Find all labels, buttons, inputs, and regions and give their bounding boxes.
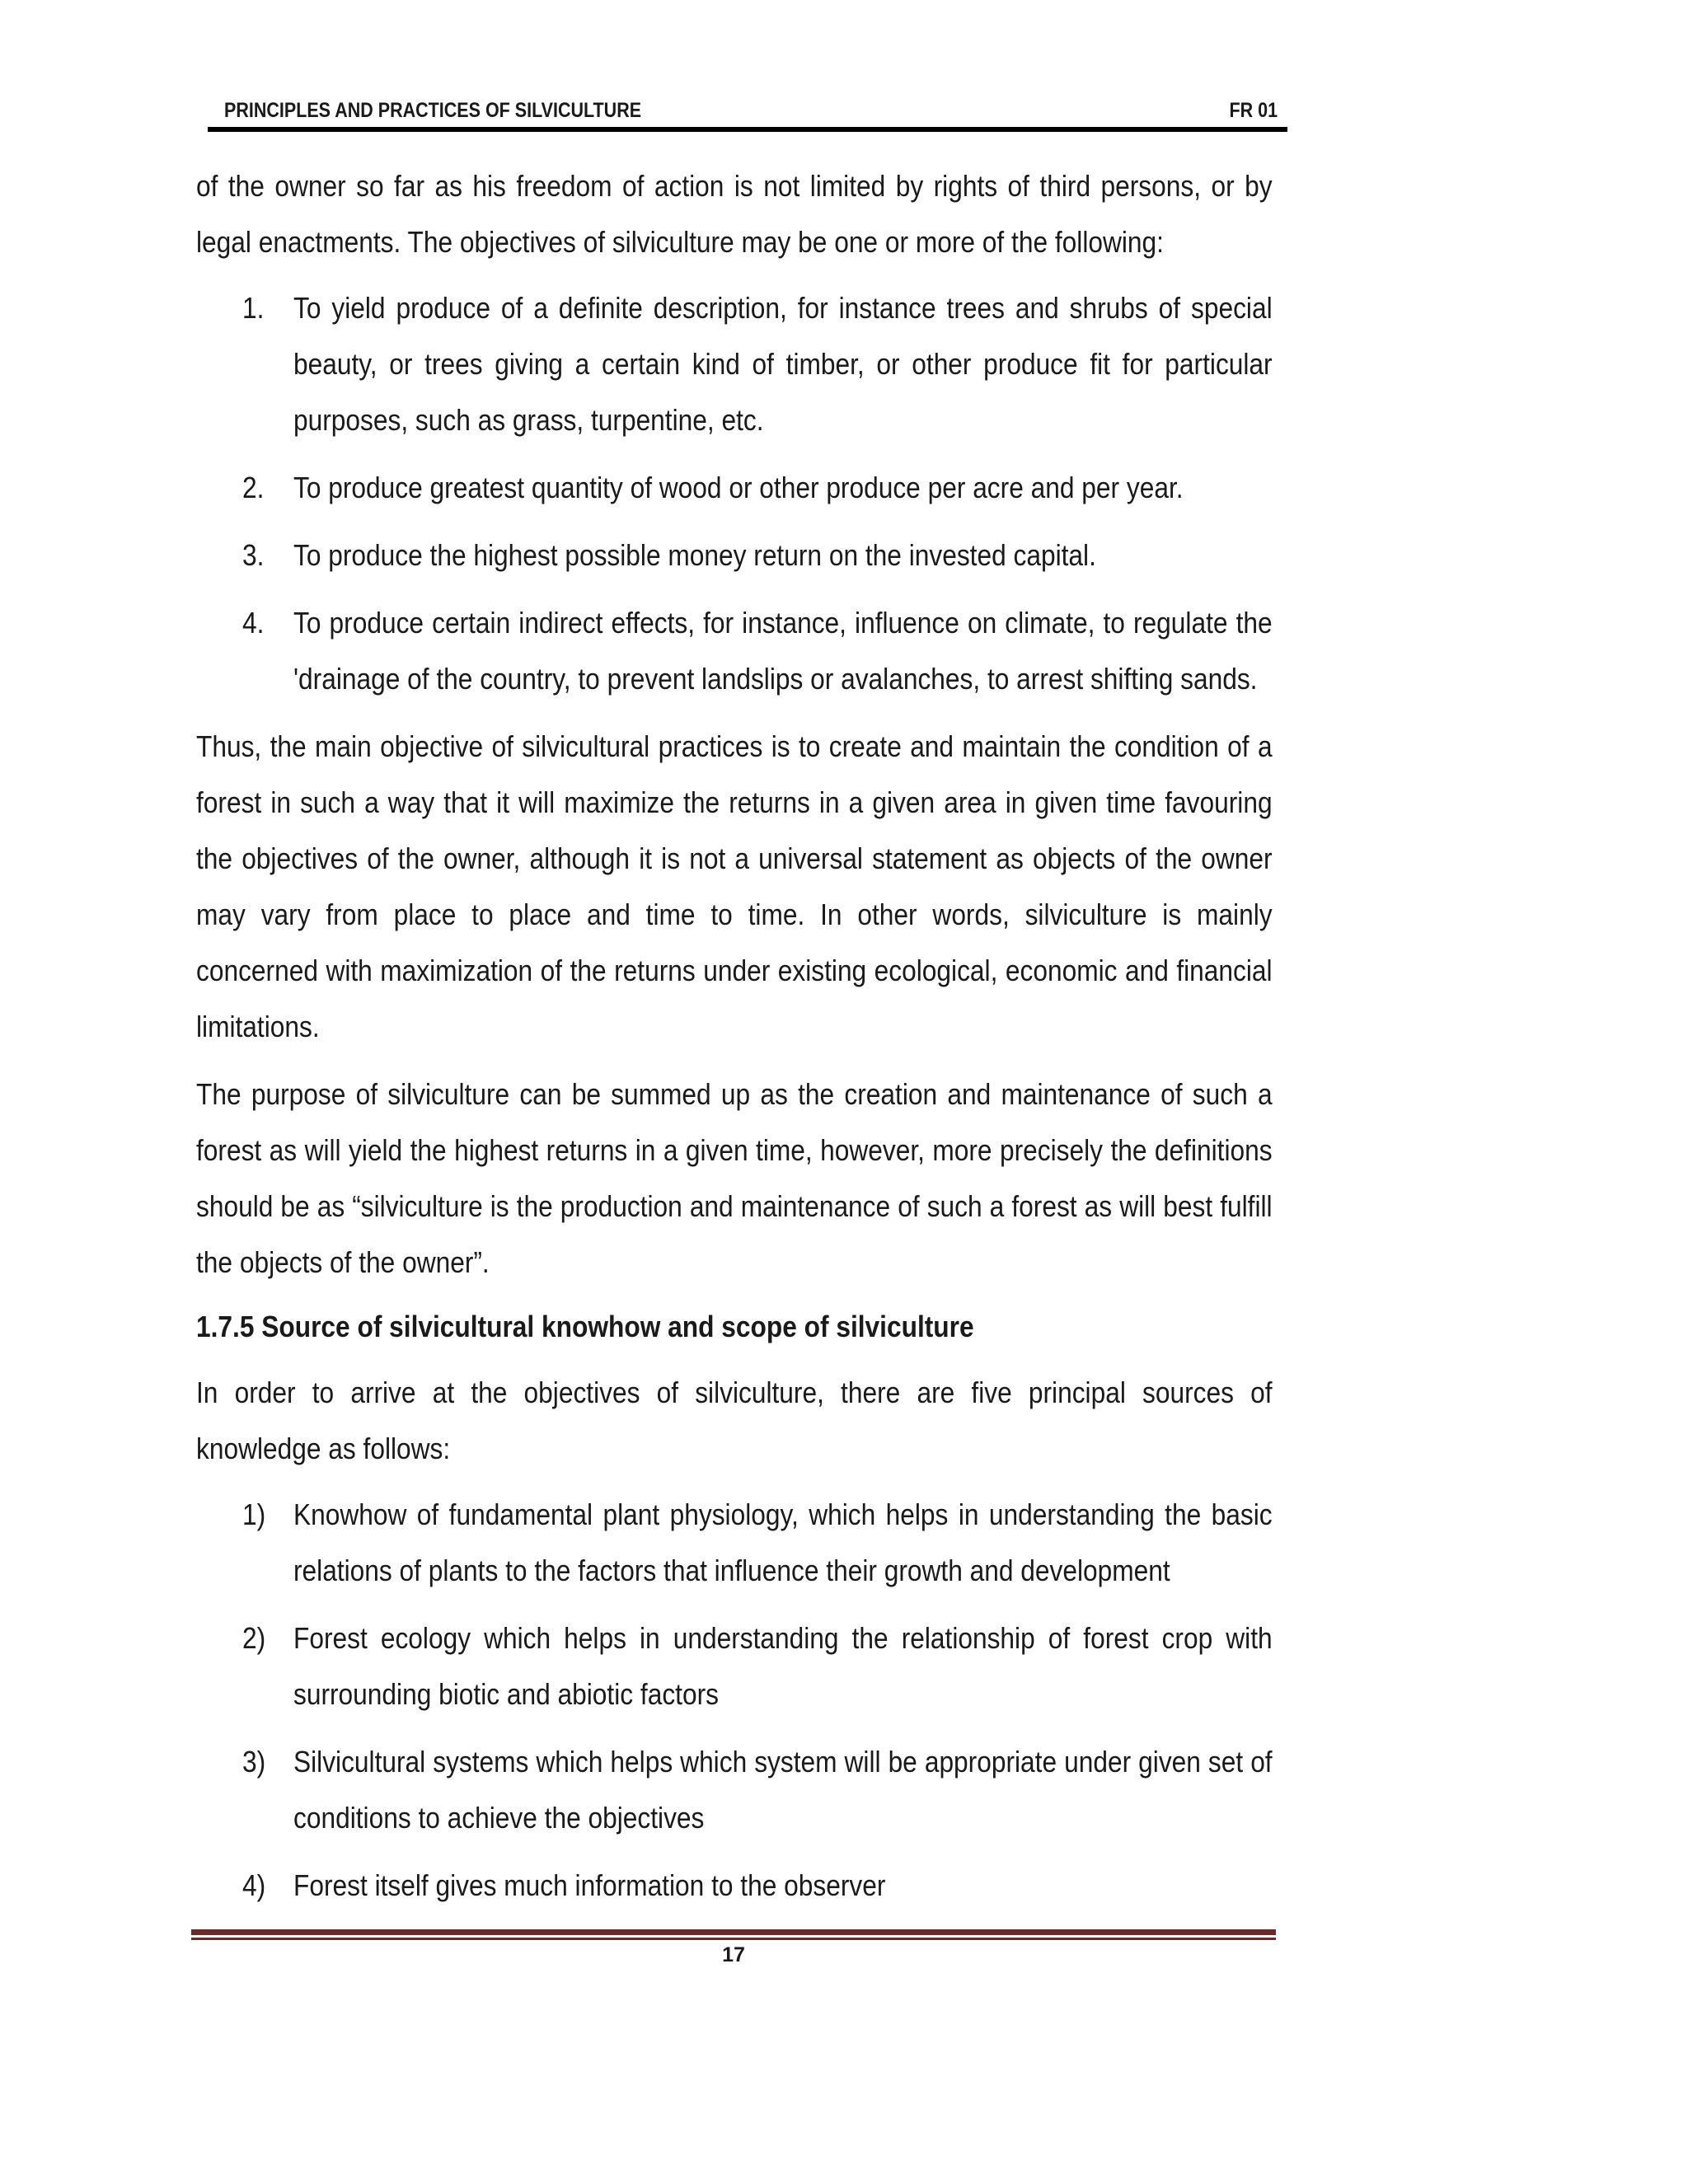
header-rule xyxy=(208,127,1287,132)
list-text: To produce certain indirect effects, for instance, influence on climate, to regulate the 'drainage of the country, to prevent landslips or avalanches, to arrest shifting sands. xyxy=(293,606,1273,696)
list-item xyxy=(196,1610,1273,1722)
page-number: 17 xyxy=(722,1943,745,1966)
list-item xyxy=(196,527,1273,583)
list-text: To produce greatest quantity of wood or other produce per acre and per year. xyxy=(293,471,1184,504)
sources-intro-paragraph: In order to arrive at the objectives of silviculture, there are five principal sources of knowledge as follows: xyxy=(196,1376,1273,1465)
list-item xyxy=(196,1858,1273,1914)
footer-rule xyxy=(191,1929,1276,1935)
list-number: 2. xyxy=(242,471,265,504)
list-text: To yield produce of a definite description, for instance trees and shrubs of special beauty, or trees giving a certain kind of timber, or other produce fit for particular purposes, such as grass, turpentine, etc. xyxy=(293,291,1273,437)
list-number: 3. xyxy=(242,538,265,572)
thus-paragraph: Thus, the main objective of silvicultural practices is to create and maintain the condition of a forest in such a way that it will maximize the returns in a given area in given time favouring the objectives of the owner, although it is not a universal statement as objects of the owner may vary from place to place and time to time. In other words, silviculture is mainly concerned with maximization of the returns under existing ecological, economic and financial limitations. xyxy=(196,729,1273,1043)
footer-rule-thin xyxy=(191,1938,1276,1940)
list-item xyxy=(196,1734,1273,1846)
list-number: 4. xyxy=(242,606,265,640)
list-item xyxy=(196,1487,1273,1599)
list-item xyxy=(196,595,1273,707)
list-item xyxy=(196,280,1273,448)
list-number: 1) xyxy=(242,1497,266,1531)
list-text: Forest itself gives much information to the observer xyxy=(293,1868,886,1902)
objectives-list xyxy=(196,280,1273,707)
section-heading: 1.7.5 Source of silvicultural knowhow and scope of silviculture xyxy=(196,1310,974,1343)
page-header xyxy=(208,97,1287,134)
purpose-paragraph: The purpose of silviculture can be summed up as the creation and maintenance of such a forest as will yield the highest returns in a given time, however, more precisely the definitions should be as “silviculture is the production and maintenance of such a forest as will best fulfill the objects of the owner”. xyxy=(196,1077,1273,1279)
running-header-title: PRINCIPLES AND PRACTICES OF SILVICULTURE xyxy=(224,99,642,122)
list-number: 3) xyxy=(242,1745,266,1779)
page-content xyxy=(196,158,1273,1925)
list-item xyxy=(196,460,1273,516)
list-text: Forest ecology which helps in understanding the relationship of forest crop with surrounding biotic and abiotic factors xyxy=(293,1621,1273,1711)
list-number: 2) xyxy=(242,1621,266,1655)
running-header-code: FR 01 xyxy=(1229,99,1278,122)
list-text: Knowhow of fundamental plant physiology, which helps in understanding the basic relations of plants to the factors that influence their growth and development xyxy=(293,1497,1273,1587)
list-text: To produce the highest possible money return on the invested capital. xyxy=(293,538,1096,572)
sources-list xyxy=(196,1487,1273,1914)
list-text: Silvicultural systems which helps which system will be appropriate under given set of conditions to achieve the objectives xyxy=(293,1745,1273,1835)
list-number: 4) xyxy=(242,1868,266,1902)
list-number: 1. xyxy=(242,291,265,325)
intro-paragraph: of the owner so far as his freedom of action is not limited by rights of third persons, or by legal enactments. The objectives of silviculture may be one or more of the following: xyxy=(196,169,1273,259)
